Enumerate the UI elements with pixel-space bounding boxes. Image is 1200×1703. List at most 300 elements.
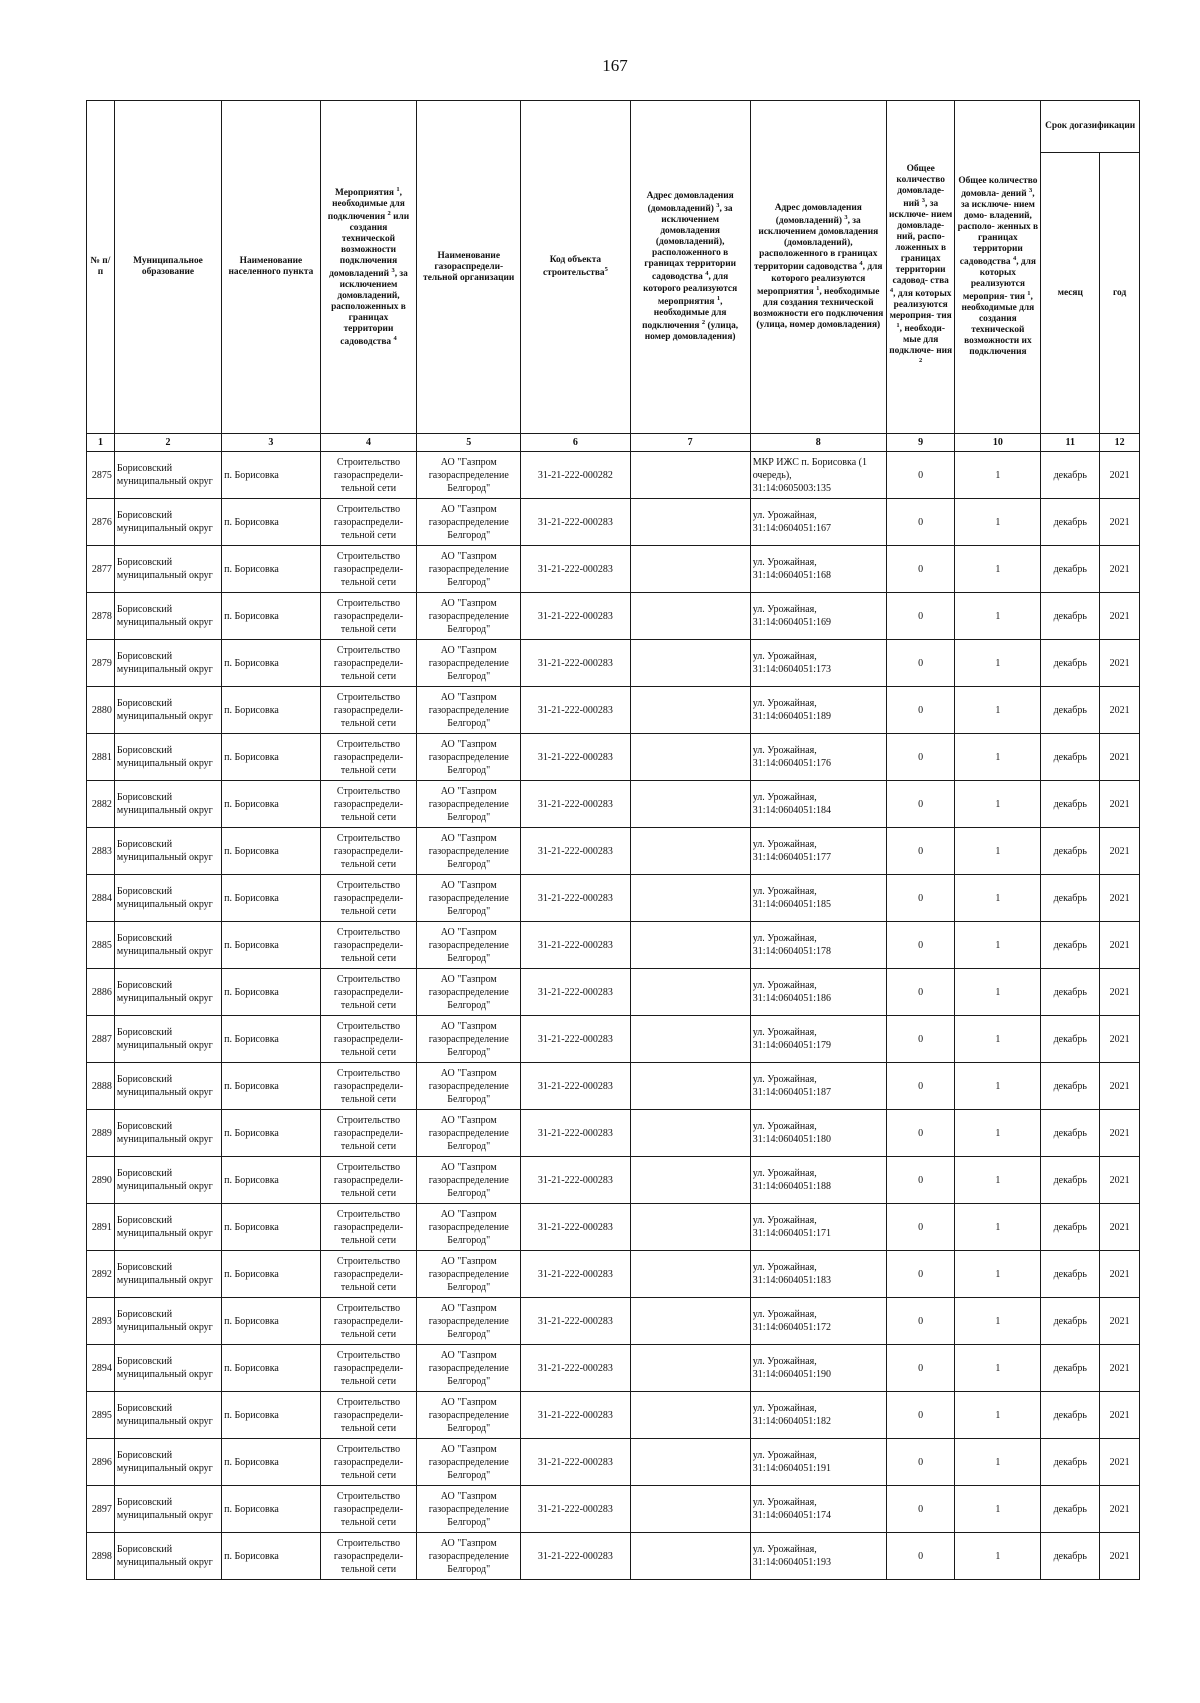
table-row [87, 1157, 1140, 1204]
column-number: 10 [955, 434, 1041, 452]
address-connect-cell [630, 828, 750, 875]
row-number: 2886 [87, 969, 115, 1016]
address-street: ул. Урожайная, [752, 1403, 817, 1414]
cadastral-number: 31:14:0604051:183 [752, 1275, 832, 1286]
address-connect-cell [630, 781, 750, 828]
year-cell: 2021 [1100, 1392, 1140, 1439]
address-create-cell [750, 875, 886, 922]
header-num: № п/п [87, 101, 115, 434]
municipality-cell: Борисовский муниципальный округ [114, 1298, 221, 1345]
column-number: 1 [87, 434, 115, 452]
month-cell: декабрь [1041, 1533, 1100, 1580]
table-header [87, 101, 1140, 434]
month-cell: декабрь [1041, 1345, 1100, 1392]
column-number: 12 [1100, 434, 1140, 452]
gdo-cell: АО "Газпром газораспределение Белгород" [417, 1204, 521, 1251]
gdo-cell: АО "Газпром газораспределение Белгород" [417, 1533, 521, 1580]
address-create-cell [750, 1251, 886, 1298]
address-street: ул. Урожайная, [752, 1309, 817, 1320]
measure-cell: Строительство газораспредели- тельной сети [320, 734, 417, 781]
month-cell: декабрь [1041, 781, 1100, 828]
row-number: 2881 [87, 734, 115, 781]
address-street: ул. Урожайная, [752, 792, 817, 803]
object-code-cell: 31-21-222-000283 [521, 1204, 630, 1251]
footnote-marker: 4 [705, 270, 709, 278]
municipality-cell: Борисовский муниципальный округ [114, 1204, 221, 1251]
year-cell: 2021 [1100, 640, 1140, 687]
address-connect-cell [630, 1016, 750, 1063]
column-number-row [87, 434, 1140, 452]
object-code-cell: 31-21-222-000283 [521, 1251, 630, 1298]
settlement-cell: п. Борисовка [222, 1204, 321, 1251]
table-row [87, 828, 1140, 875]
address-connect-cell [630, 734, 750, 781]
year-cell: 2021 [1100, 828, 1140, 875]
municipality-cell: Борисовский муниципальный округ [114, 546, 221, 593]
column-number: 7 [630, 434, 750, 452]
object-code-cell: 31-21-222-000283 [521, 499, 630, 546]
row-number: 2876 [87, 499, 115, 546]
settlement-cell: п. Борисовка [222, 640, 321, 687]
table-row [87, 781, 1140, 828]
object-code-cell: 31-21-222-000283 [521, 1486, 630, 1533]
cadastral-number: 31:14:0604051:180 [752, 1134, 832, 1145]
object-code-cell: 31-21-222-000283 [521, 1063, 630, 1110]
measure-cell: Строительство газораспредели- тельной сети [320, 1110, 417, 1157]
settlement-cell: п. Борисовка [222, 922, 321, 969]
month-cell: декабрь [1041, 1486, 1100, 1533]
row-number: 2879 [87, 640, 115, 687]
header-term: Срок догазификации [1041, 101, 1140, 153]
count-connect-cell: 0 [886, 1016, 955, 1063]
count-create-cell: 1 [955, 1110, 1041, 1157]
measure-cell: Строительство газораспредели- тельной сети [320, 1251, 417, 1298]
settlement-cell: п. Борисовка [222, 687, 321, 734]
gdo-cell: АО "Газпром газораспределение Белгород" [417, 499, 521, 546]
address-create-cell [750, 499, 886, 546]
gdo-cell: АО "Газпром газораспределение Белгород" [417, 546, 521, 593]
address-create-cell [750, 1439, 886, 1486]
address-street: ул. Урожайная, [752, 1497, 817, 1508]
table-row [87, 499, 1140, 546]
settlement-cell: п. Борисовка [222, 546, 321, 593]
row-number: 2877 [87, 546, 115, 593]
address-create-cell [750, 1392, 886, 1439]
year-cell: 2021 [1100, 734, 1140, 781]
table-body [87, 434, 1140, 1580]
footnote-marker: 4 [393, 335, 397, 343]
header-year: год [1100, 153, 1140, 434]
measure-cell: Строительство газораспредели- тельной сети [320, 1392, 417, 1439]
count-create-cell: 1 [955, 969, 1041, 1016]
gdo-cell: АО "Газпром газораспределение Белгород" [417, 640, 521, 687]
address-connect-cell [630, 1439, 750, 1486]
year-cell: 2021 [1100, 969, 1140, 1016]
address-street: ул. Урожайная, [752, 933, 817, 944]
municipality-cell: Борисовский муниципальный округ [114, 1533, 221, 1580]
address-connect-cell [630, 687, 750, 734]
header-object-code-footnote: 5 [604, 265, 608, 273]
address-create-cell [750, 1298, 886, 1345]
year-cell: 2021 [1100, 1251, 1140, 1298]
month-cell: декабрь [1041, 452, 1100, 499]
count-create-cell: 1 [955, 593, 1041, 640]
count-connect-cell: 0 [886, 593, 955, 640]
count-connect-cell: 0 [886, 1345, 955, 1392]
header-text: , для которого реализуются мероприятия [643, 272, 738, 307]
cadastral-number: 31:14:0604051:188 [752, 1181, 832, 1192]
address-street: ул. Урожайная, [752, 839, 817, 850]
settlement-cell: п. Борисовка [222, 452, 321, 499]
year-cell: 2021 [1100, 546, 1140, 593]
column-number: 9 [886, 434, 955, 452]
header-text: Мероприятия [335, 187, 397, 198]
count-create-cell: 1 [955, 1204, 1041, 1251]
year-cell: 2021 [1100, 922, 1140, 969]
cadastral-number: 31:14:0604051:172 [752, 1322, 832, 1333]
object-code-cell: 31-21-222-000283 [521, 640, 630, 687]
settlement-cell: п. Борисовка [222, 1251, 321, 1298]
object-code-cell: 31-21-222-000283 [521, 593, 630, 640]
settlement-cell: п. Борисовка [222, 499, 321, 546]
count-create-cell: 1 [955, 1392, 1041, 1439]
settlement-cell: п. Борисовка [222, 969, 321, 1016]
cadastral-number: 31:14:0604051:174 [752, 1510, 832, 1521]
count-create-cell: 1 [955, 687, 1041, 734]
year-cell: 2021 [1100, 1016, 1140, 1063]
header-text: , для которого реализуются мероприятия [757, 262, 883, 297]
year-cell: 2021 [1100, 1157, 1140, 1204]
row-number: 2895 [87, 1392, 115, 1439]
address-street: ул. Урожайная, [752, 886, 817, 897]
header-text: Адрес домовладения (домовладений) [646, 191, 734, 215]
measure-cell: Строительство газораспредели- тельной сети [320, 1204, 417, 1251]
header-settlement: Наименование населенного пункта [222, 101, 321, 434]
row-number: 2898 [87, 1533, 115, 1580]
table-row [87, 687, 1140, 734]
address-connect-cell [630, 969, 750, 1016]
address-create-cell [750, 969, 886, 1016]
object-code-cell: 31-21-222-000282 [521, 452, 630, 499]
address-create-cell [750, 1063, 886, 1110]
measure-cell: Строительство газораспредели- тельной сети [320, 1533, 417, 1580]
table-row [87, 1345, 1140, 1392]
object-code-cell: 31-21-222-000283 [521, 781, 630, 828]
row-number: 2882 [87, 781, 115, 828]
cadastral-number: 31:14:0604051:190 [752, 1369, 832, 1380]
table-row [87, 1533, 1140, 1580]
footnote-marker: 4 [889, 286, 894, 294]
month-cell: декабрь [1041, 875, 1100, 922]
month-cell: декабрь [1041, 1392, 1100, 1439]
footnote-marker: 1 [1027, 290, 1031, 298]
year-cell: 2021 [1100, 875, 1140, 922]
object-code-cell: 31-21-222-000283 [521, 1110, 630, 1157]
count-create-cell: 1 [955, 922, 1041, 969]
settlement-cell: п. Борисовка [222, 1298, 321, 1345]
cadastral-number: 31:14:0604051:168 [752, 570, 832, 581]
year-cell: 2021 [1100, 1204, 1140, 1251]
header-text: Адрес домовладения (домовладений) [774, 203, 862, 227]
footnote-marker: 2 [919, 357, 923, 365]
column-number: 5 [417, 434, 521, 452]
footnote-marker: 2 [701, 318, 706, 326]
count-create-cell: 1 [955, 546, 1041, 593]
gdo-cell: АО "Газпром газораспределение Белгород" [417, 1298, 521, 1345]
year-cell: 2021 [1100, 1345, 1140, 1392]
measure-cell: Строительство газораспредели- тельной сети [320, 1486, 417, 1533]
municipality-cell: Борисовский муниципальный округ [114, 1486, 221, 1533]
month-cell: декабрь [1041, 1251, 1100, 1298]
address-create-cell [750, 922, 886, 969]
row-number: 2891 [87, 1204, 115, 1251]
year-cell: 2021 [1100, 452, 1140, 499]
address-street: ул. Урожайная, [752, 745, 817, 756]
object-code-cell: 31-21-222-000283 [521, 1533, 630, 1580]
count-create-cell: 1 [955, 1345, 1041, 1392]
address-connect-cell [630, 546, 750, 593]
count-create-cell: 1 [955, 734, 1041, 781]
table-row [87, 593, 1140, 640]
municipality-cell: Борисовский муниципальный округ [114, 1439, 221, 1486]
row-number: 2892 [87, 1251, 115, 1298]
count-connect-cell: 0 [886, 499, 955, 546]
gdo-cell: АО "Газпром газораспределение Белгород" [417, 1392, 521, 1439]
footnote-marker: 3 [391, 267, 395, 274]
address-create-cell [750, 1157, 886, 1204]
count-create-cell: 1 [955, 875, 1041, 922]
count-connect-cell: 0 [886, 969, 955, 1016]
count-connect-cell: 0 [886, 1486, 955, 1533]
year-cell: 2021 [1100, 781, 1140, 828]
address-street: ул. Урожайная, [752, 651, 817, 662]
cadastral-number: 31:14:0604051:173 [752, 664, 832, 675]
row-number: 2888 [87, 1063, 115, 1110]
year-cell: 2021 [1100, 1063, 1140, 1110]
municipality-cell: Борисовский муниципальный округ [114, 1157, 221, 1204]
municipality-cell: Борисовский муниципальный округ [114, 640, 221, 687]
address-create-cell [750, 828, 886, 875]
measure-cell: Строительство газораспредели- тельной сети [320, 640, 417, 687]
count-create-cell: 1 [955, 499, 1041, 546]
footnote-marker: 3 [921, 196, 925, 204]
address-connect-cell [630, 640, 750, 687]
row-number: 2893 [87, 1298, 115, 1345]
object-code-cell: 31-21-222-000283 [521, 546, 630, 593]
measure-cell: Строительство газораспредели- тельной сети [320, 1157, 417, 1204]
address-street: ул. Урожайная, [752, 1215, 817, 1226]
count-connect-cell: 0 [886, 781, 955, 828]
gdo-cell: АО "Газпром газораспределение Белгород" [417, 1016, 521, 1063]
measure-cell: Строительство газораспредели- тельной сети [320, 922, 417, 969]
page-number: 167 [602, 56, 628, 75]
header-month: месяц [1041, 153, 1100, 434]
footnote-marker: 3 [1028, 186, 1033, 194]
footnote-marker: 3 [844, 214, 848, 222]
measure-cell: Строительство газораспредели- тельной сети [320, 1016, 417, 1063]
object-code-cell: 31-21-222-000283 [521, 875, 630, 922]
address-connect-cell [630, 1345, 750, 1392]
count-connect-cell: 0 [886, 1439, 955, 1486]
address-connect-cell [630, 452, 750, 499]
header-text: , за исключением домовладения (домовладений), расположенного в границах территории садоводства [644, 204, 737, 283]
header-text: , необходимые для подключения [327, 187, 405, 222]
measure-cell: Строительство газораспредели- тельной сети [320, 452, 417, 499]
cadastral-number: 31:14:0604051:191 [752, 1463, 832, 1474]
header-measures [320, 101, 417, 434]
municipality-cell: Борисовский муниципальный округ [114, 969, 221, 1016]
address-connect-cell [630, 922, 750, 969]
count-connect-cell: 0 [886, 1251, 955, 1298]
address-create-cell [750, 1016, 886, 1063]
count-create-cell: 1 [955, 1157, 1041, 1204]
municipality-cell: Борисовский муниципальный округ [114, 1110, 221, 1157]
object-code-cell: 31-21-222-000283 [521, 734, 630, 781]
address-create-cell [750, 687, 886, 734]
object-code-cell: 31-21-222-000283 [521, 922, 630, 969]
count-create-cell: 1 [955, 828, 1041, 875]
header-municipality: Муниципальное образование [114, 101, 221, 434]
address-street: ул. Урожайная, [752, 1074, 817, 1085]
row-number: 2884 [87, 875, 115, 922]
municipality-cell: Борисовский муниципальный округ [114, 1345, 221, 1392]
cadastral-number: 31:14:0604051:176 [752, 758, 832, 769]
footnote-marker: 4 [859, 260, 863, 268]
settlement-cell: п. Борисовка [222, 1439, 321, 1486]
address-street: МКР ИЖС п. Борисовка (1 очередь), [752, 456, 867, 481]
header-gdo: Наименование газораспредели- тельной организации [417, 101, 521, 434]
address-street: ул. Урожайная, [752, 698, 817, 709]
header-text: Общее количество домовла- дений [958, 175, 1038, 199]
address-create-cell [750, 1533, 886, 1580]
settlement-cell: п. Борисовка [222, 1157, 321, 1204]
table-row [87, 1439, 1140, 1486]
row-number: 2897 [87, 1486, 115, 1533]
address-connect-cell [630, 1486, 750, 1533]
header-text: , необходимые для создания технической возможности его подключения (улица, номер домовладения) [753, 286, 884, 330]
settlement-cell: п. Борисовка [222, 1533, 321, 1580]
table-row [87, 875, 1140, 922]
address-create-cell [750, 781, 886, 828]
count-connect-cell: 0 [886, 1204, 955, 1251]
month-cell: декабрь [1041, 1063, 1100, 1110]
month-cell: декабрь [1041, 734, 1100, 781]
month-cell: декабрь [1041, 1204, 1100, 1251]
table-row [87, 1016, 1140, 1063]
header-address-create [750, 101, 886, 434]
gdo-cell: АО "Газпром газораспределение Белгород" [417, 969, 521, 1016]
gdo-cell: АО "Газпром газораспределение Белгород" [417, 1486, 521, 1533]
address-street: ул. Урожайная, [752, 1262, 817, 1273]
column-number: 2 [114, 434, 221, 452]
municipality-cell: Борисовский муниципальный округ [114, 1251, 221, 1298]
month-cell: декабрь [1041, 969, 1100, 1016]
settlement-cell: п. Борисовка [222, 593, 321, 640]
footnote-marker: 2 [387, 209, 391, 217]
table-row [87, 640, 1140, 687]
footnote-marker: 4 [1012, 254, 1017, 262]
address-create-cell [750, 1486, 886, 1533]
gdo-cell: АО "Газпром газораспределение Белгород" [417, 452, 521, 499]
table-row [87, 1486, 1140, 1533]
month-cell: декабрь [1041, 499, 1100, 546]
gdo-cell: АО "Газпром газораспределение Белгород" [417, 593, 521, 640]
address-create-cell [750, 1110, 886, 1157]
settlement-cell: п. Борисовка [222, 828, 321, 875]
measure-cell: Строительство газораспредели- тельной сети [320, 687, 417, 734]
table-row [87, 922, 1140, 969]
address-create-cell [750, 593, 886, 640]
settlement-cell: п. Борисовка [222, 1016, 321, 1063]
gasification-table [86, 100, 1140, 1580]
municipality-cell: Борисовский муниципальный округ [114, 1016, 221, 1063]
address-street: ул. Урожайная, [752, 1356, 817, 1367]
row-number: 2885 [87, 922, 115, 969]
year-cell: 2021 [1100, 499, 1140, 546]
year-cell: 2021 [1100, 687, 1140, 734]
measure-cell: Строительство газораспредели- тельной сети [320, 781, 417, 828]
header-object-code [521, 101, 630, 434]
address-create-cell [750, 452, 886, 499]
month-cell: декабрь [1041, 922, 1100, 969]
settlement-cell: п. Борисовка [222, 875, 321, 922]
object-code-cell: 31-21-222-000283 [521, 1345, 630, 1392]
gdo-cell: АО "Газпром газораспределение Белгород" [417, 781, 521, 828]
measure-cell: Строительство газораспредели- тельной сети [320, 1345, 417, 1392]
header-count-connect [886, 101, 955, 434]
table-row [87, 734, 1140, 781]
table-row [87, 1251, 1140, 1298]
month-cell: декабрь [1041, 828, 1100, 875]
header-object-code-label: Код объекта строительства [542, 254, 605, 279]
month-cell: декабрь [1041, 1016, 1100, 1063]
gdo-cell: АО "Газпром газораспределение Белгород" [417, 687, 521, 734]
count-create-cell: 1 [955, 452, 1041, 499]
address-street: ул. Урожайная, [752, 1168, 817, 1179]
count-create-cell: 1 [955, 1439, 1041, 1486]
address-street: ул. Урожайная, [752, 1121, 817, 1132]
column-number: 6 [521, 434, 630, 452]
header-text: , за исключением домовладений, расположенных в границах территории садоводства [331, 269, 408, 348]
gdo-cell: АО "Газпром газораспределение Белгород" [417, 828, 521, 875]
header-address-connect [630, 101, 750, 434]
month-cell: декабрь [1041, 1298, 1100, 1345]
measure-cell: Строительство газораспредели- тельной сети [320, 593, 417, 640]
year-cell: 2021 [1100, 1533, 1140, 1580]
municipality-cell: Борисовский муниципальный округ [114, 1063, 221, 1110]
count-create-cell: 1 [955, 1016, 1041, 1063]
cadastral-number: 31:14:0605003:135 [752, 482, 832, 494]
header-text: , необходи- мые для подключе- ния [889, 324, 953, 357]
count-create-cell: 1 [955, 1251, 1041, 1298]
header-text: , для которых реализуются мероприя- тия [889, 289, 952, 321]
count-connect-cell: 0 [886, 875, 955, 922]
count-connect-cell: 0 [886, 828, 955, 875]
year-cell: 2021 [1100, 1110, 1140, 1157]
month-cell: декабрь [1041, 1439, 1100, 1486]
count-connect-cell: 0 [886, 687, 955, 734]
object-code-cell: 31-21-222-000283 [521, 1157, 630, 1204]
object-code-cell: 31-21-222-000283 [521, 1016, 630, 1063]
header-text: , за исключением домовладения (домовладений), расположенного в границах территории садоводства [754, 216, 879, 273]
row-number: 2887 [87, 1016, 115, 1063]
row-number: 2889 [87, 1110, 115, 1157]
month-cell: декабрь [1041, 546, 1100, 593]
measure-cell: Строительство газораспредели- тельной сети [320, 1298, 417, 1345]
count-connect-cell: 0 [886, 1110, 955, 1157]
gdo-cell: АО "Газпром газораспределение Белгород" [417, 1063, 521, 1110]
municipality-cell: Борисовский муниципальный округ [114, 1392, 221, 1439]
